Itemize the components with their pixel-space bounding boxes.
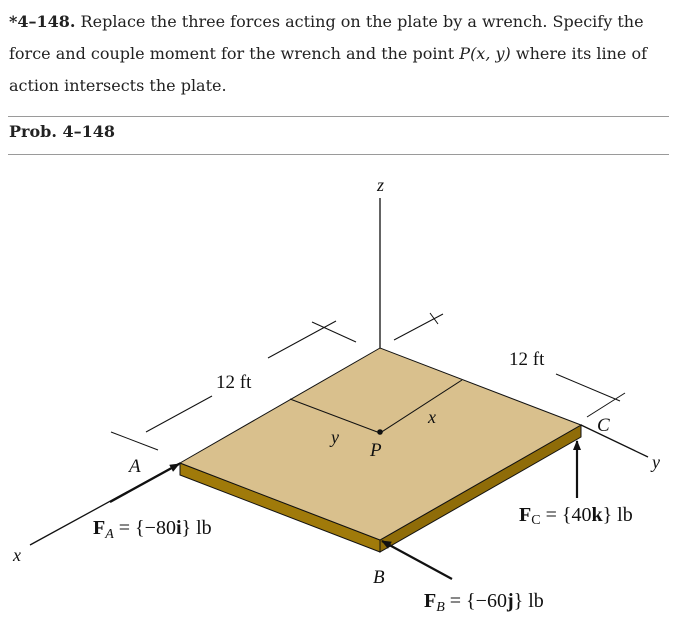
dim-right-label: 12 ft <box>509 349 545 370</box>
force-a-label: $F_A = \{-80i\}$ lb <box>93 517 212 542</box>
dim-right-line-upper <box>394 314 443 340</box>
force-b-arrow <box>382 541 452 579</box>
dim-right-tick-left <box>430 313 438 324</box>
problem-text-part1: Replace the three forces acting on the plate by a wrench. Specify the force and couple moment for the wrench and the point <box>9 12 644 63</box>
figure-caption: Prob. 4–148 <box>9 122 115 141</box>
force-c-label: FC = {40k} lb <box>519 504 633 528</box>
dim-left-tick-top <box>312 322 356 342</box>
point-expression: P(x, y) <box>459 44 511 63</box>
x-axis-label: x <box>13 545 21 565</box>
point-b-label: B <box>373 567 385 588</box>
point-a-label: A <box>129 456 141 477</box>
z-axis-label: z <box>377 175 385 195</box>
force-a-arrow <box>110 464 179 502</box>
dim-right-line-lower <box>556 374 620 401</box>
problem-text-part2: where its line of action intersects the plate. <box>9 44 648 95</box>
dim-left-tick-bottom <box>111 432 158 450</box>
point-p-marker <box>377 429 383 435</box>
force-b-label: $F_B = \{-60j\}$ lb <box>424 590 544 615</box>
y-axis <box>581 425 648 457</box>
dim-right-tick-right <box>587 393 625 417</box>
y-axis-label: y <box>652 452 660 472</box>
point-p-label: P <box>370 440 382 461</box>
point-c-label: C <box>597 415 610 436</box>
dim-left-line-upper <box>268 321 336 358</box>
inner-y-label: y <box>331 427 339 447</box>
dim-left-label: 12 ft <box>216 372 252 393</box>
dim-left-line-lower <box>146 396 212 432</box>
problem-number: *4–148. <box>9 12 76 31</box>
inner-x-label: x <box>428 407 436 427</box>
